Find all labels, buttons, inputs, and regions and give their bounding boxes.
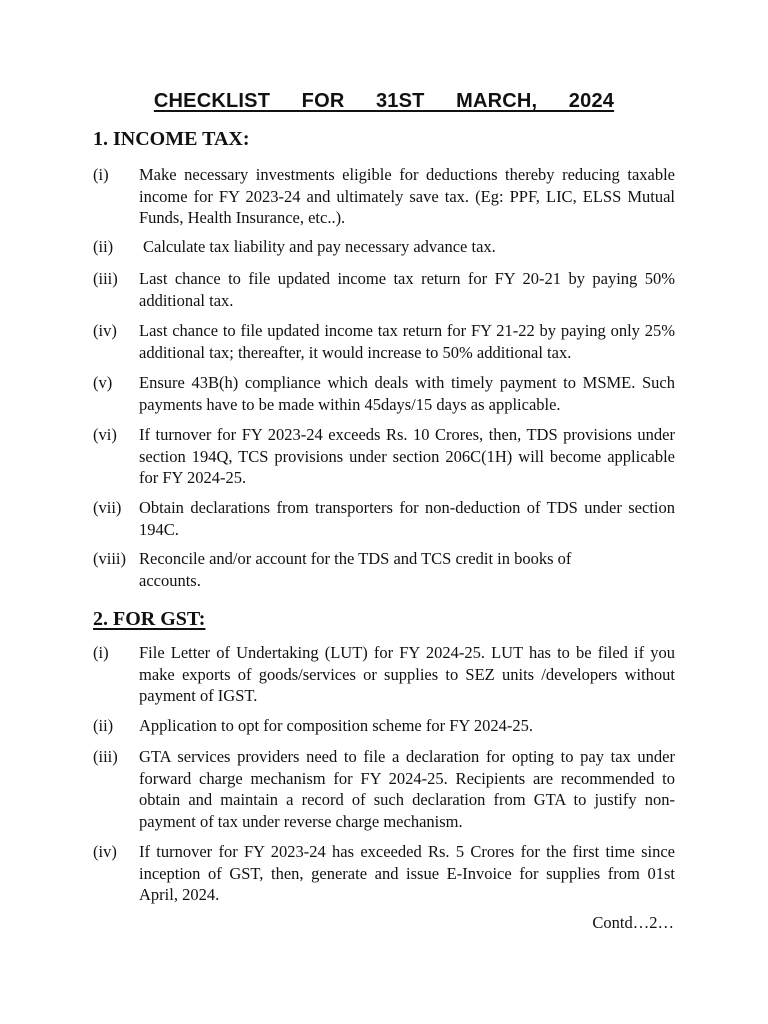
list-item xyxy=(93,320,675,363)
item-text: Last chance to file updated income tax return for FY 21-22 by paying only 25% additional tax; thereafter, it would increase to 50% additional tax. xyxy=(139,321,675,362)
list-item xyxy=(93,372,675,415)
list-item xyxy=(93,497,675,540)
list-item xyxy=(93,715,675,737)
list-item xyxy=(93,841,675,906)
item-text: If turnover for FY 2023-24 exceeds Rs. 10 Crores, then, TDS provisions under section 194Q, TCS provisions under section 206C(1H) will become applicable for FY 2024-25. xyxy=(139,425,675,487)
item-number: (i) xyxy=(93,643,109,662)
item-text: GTA services providers need to file a declaration for opting to pay tax under forward charge mechanism for FY 2024-25. Recipients are recommended to obtain and maintain a record of such declaration from GTA to justify non-payment of tax under reverse charge mechanism. xyxy=(139,747,675,831)
list-item xyxy=(93,236,675,258)
page-title: CHECKLIST FOR 31ST MARCH, 2024 xyxy=(153,90,615,112)
item-number: (ii) xyxy=(93,716,114,735)
item-number: (v) xyxy=(93,373,113,392)
item-number: (iii) xyxy=(93,747,118,766)
item-text: File Letter of Undertaking (LUT) for FY 2024-25. LUT has to be filed if you make exports of goods/services or supplies to SEZ units /developers without payment of IGST. xyxy=(139,643,675,705)
list-item xyxy=(93,268,675,311)
item-number: (iii) xyxy=(93,269,118,288)
gst-heading: 2. FOR GST: xyxy=(93,608,206,630)
item-number: (vi) xyxy=(93,425,117,444)
list-item xyxy=(93,642,675,707)
list-item xyxy=(93,164,675,229)
item-number: (i) xyxy=(93,165,109,184)
item-text: Ensure 43B(h) compliance which deals with timely payment to MSME. Such payments have to be made within 45days/15 days as applicable. xyxy=(139,373,675,414)
continued-note: Contd…2… xyxy=(592,913,674,932)
list-item xyxy=(93,746,675,832)
item-number: (vii) xyxy=(93,498,122,517)
item-text: Application to opt for composition scheme for FY 2024-25. xyxy=(139,716,533,735)
item-text: If turnover for FY 2023-24 has exceeded Rs. 5 Crores for the first time since inception of GST, then, generate and issue E-Invoice for supplies from 01st April, 2024. xyxy=(139,842,675,904)
item-text: Calculate tax liability and pay necessary advance tax. xyxy=(143,237,496,256)
item-text: Make necessary investments eligible for deductions thereby reducing taxable income for FY 2023-24 and ultimately save tax. (Eg: PPF, LIC, ELSS Mutual Funds, Health Insurance, etc..). xyxy=(139,165,675,227)
item-number: (ii) xyxy=(93,237,114,256)
item-number: (iv) xyxy=(93,842,117,861)
income-tax-heading: 1. INCOME TAX: xyxy=(93,128,250,150)
item-number: (iv) xyxy=(93,321,117,340)
item-text: Reconcile and/or account for the TDS and TCS credit in books of accounts. xyxy=(139,549,572,590)
item-text: Obtain declarations from transporters for non-deduction of TDS under section 194C. xyxy=(139,498,675,539)
list-item xyxy=(93,424,675,489)
item-number: (viii) xyxy=(93,549,126,568)
item-text: Last chance to file updated income tax return for FY 20-21 by paying 50% additional tax. xyxy=(139,269,675,310)
list-item xyxy=(93,548,675,591)
